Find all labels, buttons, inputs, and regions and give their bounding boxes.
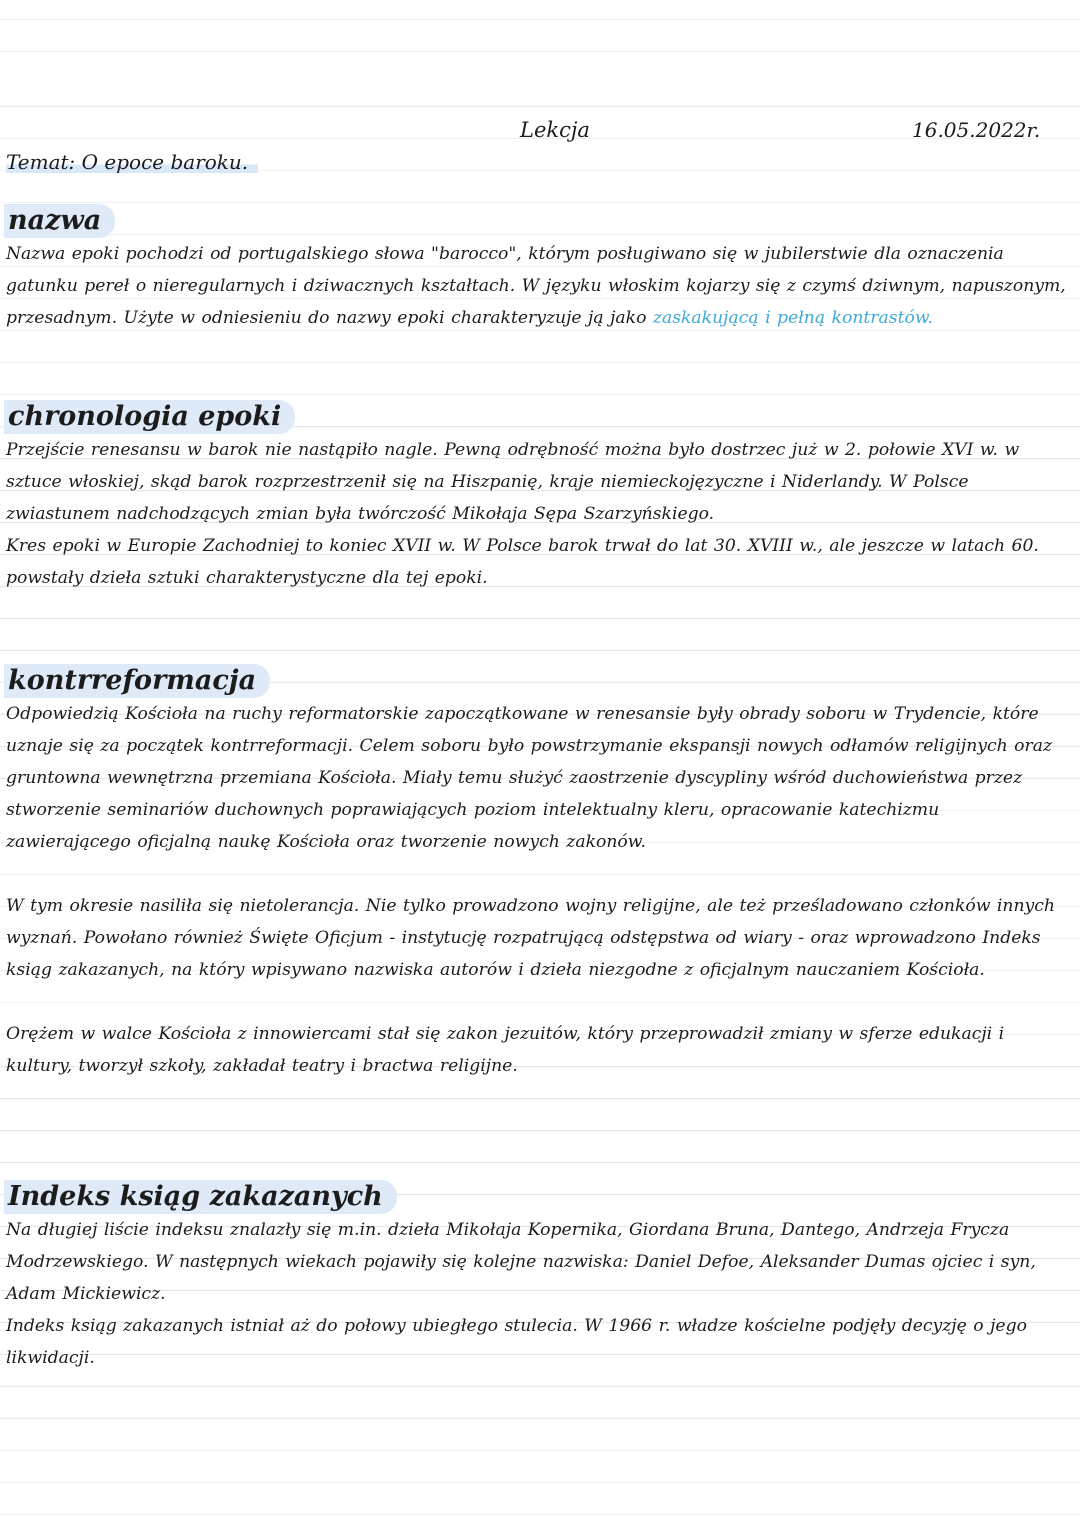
section-kontrreformacja: [6, 664, 1066, 1082]
section-paragraph: Na długiej liście indeksu znalazły się m.in. dzieła Mikołaja Kopernika, Giordana Bruna, Dantego, Andrzeja Frycza Modrzewskiego. W następnych wiekach pojawiły się kolejne nazwiska: Daniel Defoe, Aleksander Dumas ojciec i syn, Adam Mickiewicz.: [6, 1220, 1036, 1304]
highlighted-text: zaskakującą i pełną kontrastów.: [652, 308, 933, 328]
section-heading: nazwa: [4, 204, 115, 238]
lesson-topic: Temat: O epoce baroku.: [6, 150, 258, 174]
lesson-date: 16.05.2022r.: [912, 118, 1041, 142]
section-paragraph: [6, 238, 1066, 334]
paragraph-text: Nazwa epoki pochodzi od portugalskiego słowa "barocco", którym posługiwano się w jubilerstwie dla oznaczenia gatunku pereł o nieregularnych i dziwacznych kształtach. W języku włoskim kojarzy się z czymś dziwnym, napuszonym, przesadnym. Użyte w odniesieniu do nazwy epoki charakteryzuje ją jako: [6, 244, 1066, 328]
section-heading: kontrreformacja: [4, 664, 270, 698]
page-header: [0, 118, 1080, 148]
section-chronologia: [6, 400, 1066, 594]
section-heading: Indeks ksiąg zakazanych: [4, 1180, 397, 1214]
section-paragraph: Indeks ksiąg zakazanych istniał aż do połowy ubiegłego stulecia. W 1966 r. władze kościelne podjęły decyzję o jego likwidacji.: [6, 1316, 1027, 1368]
section-paragraph: Orężem w walce Kościoła z innowiercami stał się zakon jezuitów, który przeprowadził zmiany w sferze edukacji i kultury, tworzył szkoły, zakładał teatry i bractwa religijne.: [6, 1024, 1005, 1076]
section-paragraph: Odpowiedzią Kościoła na ruchy reformatorskie zapoczątkowane w renesansie były obrady soboru w Trydencie, które uznaje się za początek kontrreformacji. Celem soboru było powstrzymanie ekspansji nowych odłamów religijnych oraz gruntowna wewnętrzna przemiana Kościoła. Miały temu służyć zaostrzenie dyscypliny wśród duchowieństwa przez stworzenie seminariów duchownych poprawiających poziom intelektualny kleru, opracowanie katechizmu zawierającego oficjalną naukę Kościoła oraz tworzenie nowych zakonów.: [6, 704, 1053, 852]
section-paragraph: W tym okresie nasiliła się nietolerancja. Nie tylko prowadzono wojny religijne, ale też prześladowano członków innych wyznań. Powołano również Święte Oficjum - instytucję rozpatrującą odstępstwa od wiary - oraz wprowadzono Indeks ksiąg zakazanych, na który wpisywano nazwiska autorów i dzieła niezgodne z oficjalnym nauczaniem Kościoła.: [6, 896, 1055, 980]
section-indeks: [6, 1180, 1066, 1374]
section-paragraph: Kres epoki w Europie Zachodniej to koniec XVII w. W Polsce barok trwał do lat 30. XVIII w., ale jeszcze w latach 60. powstały dzieła sztuki charakterystyczne dla tej epoki.: [6, 536, 1039, 588]
section-paragraph: Przejście renesansu w barok nie nastąpiło nagle. Pewną odrębność można było dostrzec już w 2. połowie XVI w. w sztuce włoskiej, skąd barok rozprzestrzenił się na Hiszpanię, kraje niemieckojęzyczne i Niderlandy. W Polsce zwiastunem nadchodzących zmian była twórczość Mikołaja Sępa Szarzyńskiego.: [6, 440, 1020, 524]
section-heading: chronologia epoki: [4, 400, 295, 434]
lesson-label: Lekcja: [520, 118, 590, 142]
section-nazwa: [6, 204, 1066, 334]
